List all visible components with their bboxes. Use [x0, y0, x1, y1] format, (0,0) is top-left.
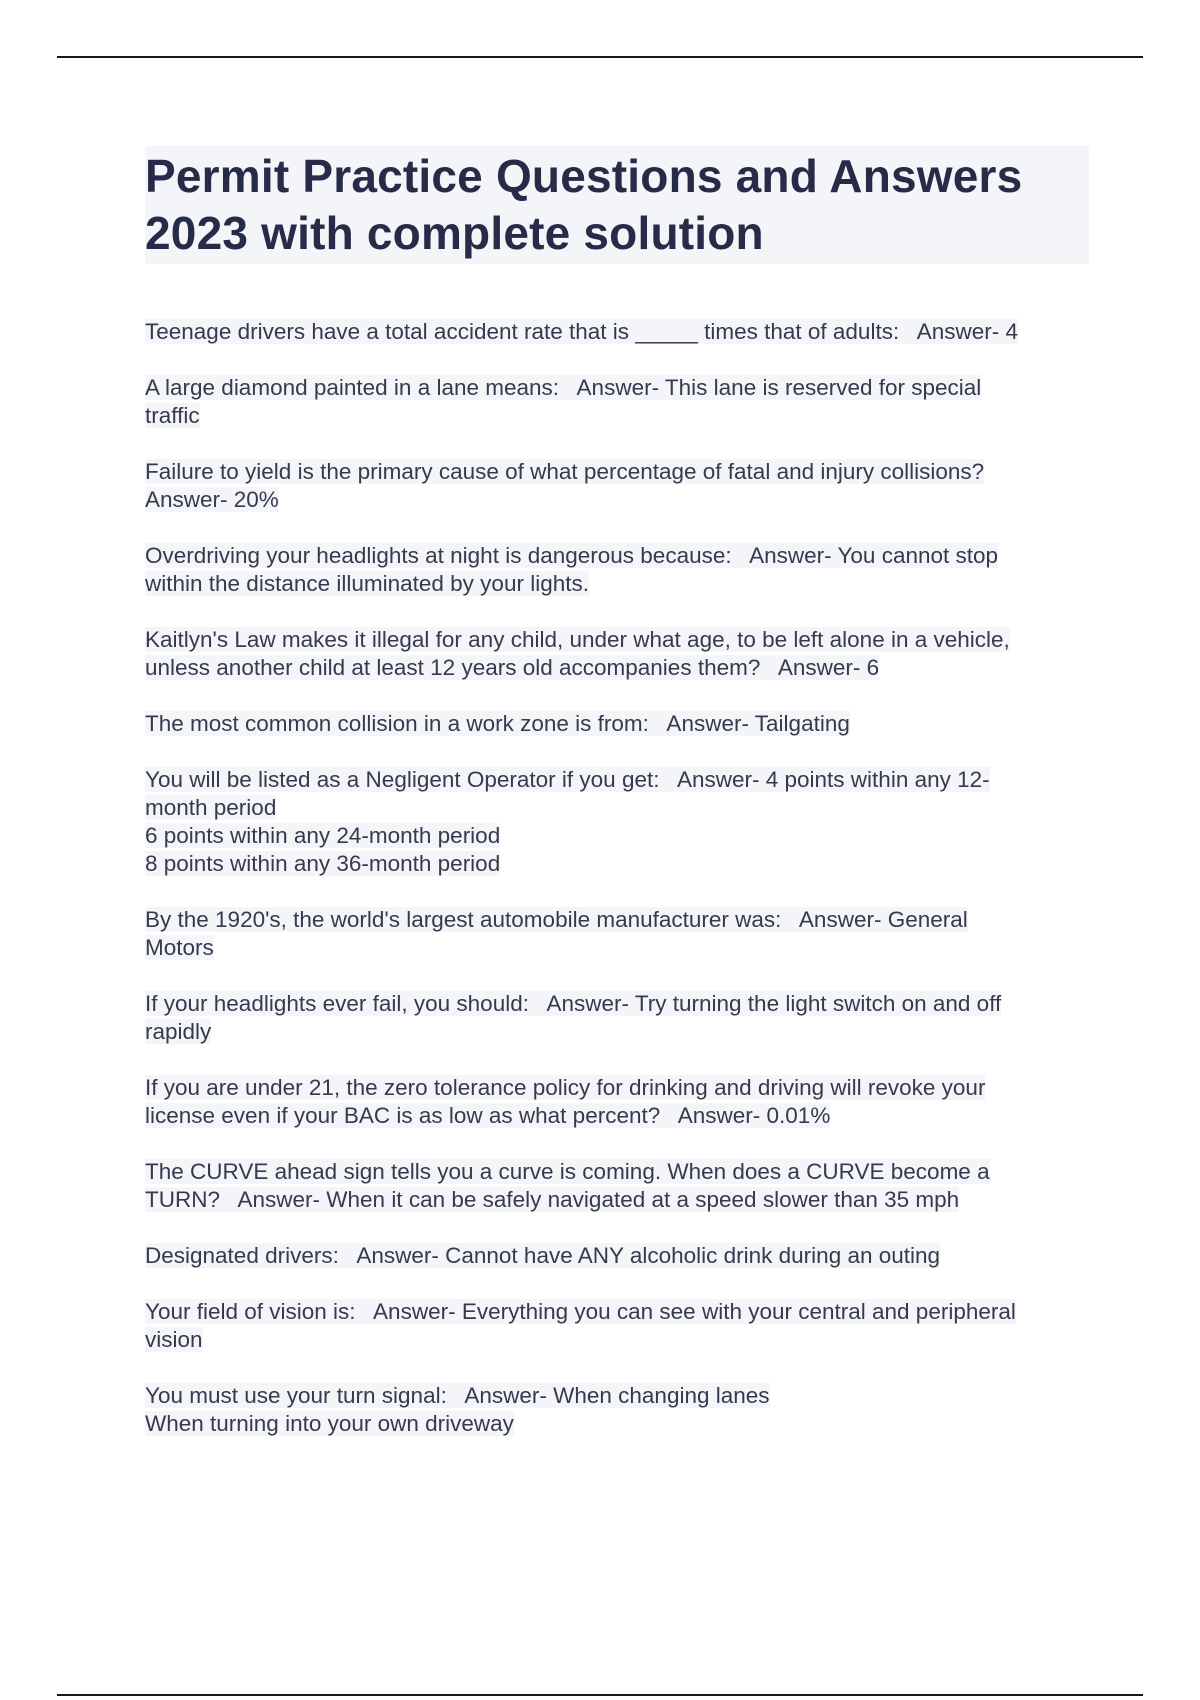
qa-text: Kaitlyn's Law makes it illegal for any child, under what age, to be left alone in a vehicle,: [145, 627, 1010, 652]
qa-line: [145, 1326, 1089, 1354]
top-rule: [57, 56, 1143, 58]
qa-line: [145, 990, 1089, 1018]
qa-text: 8 points within any 36-month period: [145, 851, 501, 876]
qa-text: unless another child at least 12 years old accompanies them? Answer- 6: [145, 655, 880, 680]
bottom-rule: [57, 1694, 1143, 1696]
qa-line: [145, 1186, 1089, 1214]
qa-item: [145, 906, 1089, 962]
qa-line: [145, 570, 1089, 598]
qa-item: [145, 1298, 1089, 1354]
qa-line: [145, 542, 1089, 570]
qa-text: The most common collision in a work zone is from: Answer- Tailgating: [145, 711, 850, 736]
qa-line: [145, 1298, 1089, 1326]
qa-line: [145, 1242, 1089, 1270]
title-line-1: Permit Practice Questions and Answers: [145, 150, 1023, 202]
qa-line: [145, 626, 1089, 654]
qa-item: [145, 1382, 1089, 1438]
qa-line: [145, 486, 1089, 514]
qa-line: [145, 794, 1089, 822]
qa-item: [145, 1158, 1089, 1214]
qa-text: Failure to yield is the primary cause of what percentage of fatal and injury collisions?: [145, 459, 985, 484]
qa-text: When turning into your own driveway: [145, 1411, 514, 1436]
qa-line: [145, 318, 1089, 346]
document-title: [145, 146, 1089, 264]
qa-line: [145, 458, 1089, 486]
qa-text: within the distance illuminated by your lights.: [145, 571, 589, 596]
qa-line: [145, 766, 1089, 794]
qa-line: [145, 934, 1089, 962]
qa-text: By the 1920's, the world's largest automobile manufacturer was: Answer- General: [145, 907, 968, 932]
qa-text: Designated drivers: Answer- Cannot have ANY alcoholic drink during an outing: [145, 1243, 941, 1268]
qa-item: [145, 542, 1089, 598]
qa-line: [145, 374, 1089, 402]
document-body: [145, 146, 1089, 1466]
qa-text: rapidly: [145, 1019, 212, 1044]
qa-line: [145, 1074, 1089, 1102]
qa-text: vision: [145, 1327, 203, 1352]
qa-text: traffic: [145, 403, 200, 428]
qa-text: Your field of vision is: Answer- Everything you can see with your central and peripheral: [145, 1299, 1016, 1324]
qa-item: [145, 710, 1089, 738]
qa-item: [145, 766, 1089, 878]
qa-item: [145, 1242, 1089, 1270]
qa-text: Overdriving your headlights at night is dangerous because: Answer- You cannot stop: [145, 543, 999, 568]
qa-line: [145, 402, 1089, 430]
qa-line: [145, 1410, 1089, 1438]
qa-text: license even if your BAC is as low as what percent? Answer- 0.01%: [145, 1103, 831, 1128]
qa-item: [145, 626, 1089, 682]
qa-text: You will be listed as a Negligent Operator if you get: Answer- 4 points within any 12-: [145, 767, 990, 792]
qa-text: If you are under 21, the zero tolerance policy for drinking and driving will revoke your: [145, 1075, 986, 1100]
qa-line: [145, 1018, 1089, 1046]
qa-item: [145, 318, 1089, 346]
qa-text: Motors: [145, 935, 214, 960]
qa-item: [145, 1074, 1089, 1130]
qa-line: [145, 1102, 1089, 1130]
qa-line: [145, 1158, 1089, 1186]
qa-list: [145, 318, 1089, 1438]
qa-item: [145, 990, 1089, 1046]
qa-text: You must use your turn signal: Answer- When changing lanes: [145, 1383, 770, 1408]
qa-line: [145, 906, 1089, 934]
qa-text: The CURVE ahead sign tells you a curve is coming. When does a CURVE become a: [145, 1159, 990, 1184]
qa-text: Teenage drivers have a total accident rate that is _____ times that of adults: Answer- 4: [145, 319, 1018, 344]
qa-item: [145, 374, 1089, 430]
qa-line: [145, 850, 1089, 878]
qa-line: [145, 822, 1089, 850]
qa-item: [145, 458, 1089, 514]
qa-text: A large diamond painted in a lane means: Answer- This lane is reserved for special: [145, 375, 982, 400]
qa-line: [145, 1382, 1089, 1410]
qa-text: If your headlights ever fail, you should: Answer- Try turning the light switch on and off: [145, 991, 1002, 1016]
qa-text: month period: [145, 795, 277, 820]
qa-line: [145, 654, 1089, 682]
qa-text: Answer- 20%: [145, 487, 279, 512]
qa-line: [145, 710, 1089, 738]
qa-text: TURN? Answer- When it can be safely navigated at a speed slower than 35 mph: [145, 1187, 960, 1212]
title-line-2: 2023 with complete solution: [145, 207, 764, 259]
qa-text: 6 points within any 24-month period: [145, 823, 501, 848]
